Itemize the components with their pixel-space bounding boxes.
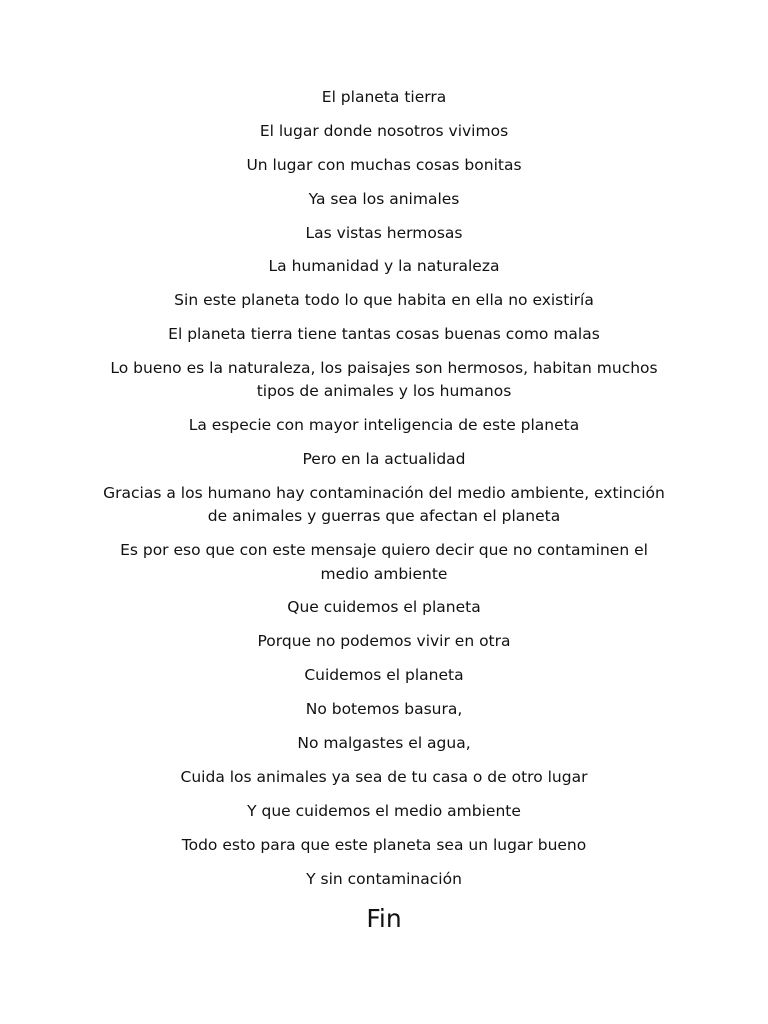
poem-line: Lo bueno es la naturaleza, los paisajes son hermosos, habitan muchos tipos de animales y los humanos bbox=[110, 359, 658, 401]
poem-line: Un lugar con muchas cosas bonitas bbox=[246, 155, 522, 174]
poem-line: La especie con mayor inteligencia de este planeta bbox=[188, 416, 580, 435]
poem-line: Y que cuidemos el medio ambiente bbox=[247, 801, 521, 820]
poem-line: Pero en la actualidad bbox=[302, 450, 466, 469]
poem-line: Y sin contaminación bbox=[306, 869, 462, 888]
poem-line: No malgastes el agua, bbox=[297, 734, 471, 753]
poem-line: Cuidemos el planeta bbox=[304, 666, 464, 685]
poem-line: Ya sea los animales bbox=[308, 189, 460, 208]
poem-line: Sin este planeta todo lo que habita en ella no existiría bbox=[174, 291, 594, 310]
poem-line: El planeta tierra bbox=[321, 88, 447, 106]
poem-line: Cuida los animales ya sea de tu casa o de otro lugar bbox=[180, 767, 588, 786]
poem-line: La humanidad y la naturaleza bbox=[268, 257, 500, 276]
poem-line: Gracias a los humano hay contaminación del medio ambiente, extinción de animales y guerras que afectan el planeta bbox=[103, 484, 665, 526]
poem-line: El lugar donde nosotros vivimos bbox=[259, 121, 509, 140]
poem-line: El planeta tierra tiene tantas cosas buenas como malas bbox=[168, 325, 600, 344]
poem-line: Todo esto para que este planeta sea un lugar bueno bbox=[181, 835, 587, 854]
poem-body bbox=[100, 86, 668, 962]
ending-word: Fin bbox=[366, 904, 402, 934]
poem-line: Las vistas hermosas bbox=[305, 223, 463, 242]
poem-line: Porque no podemos vivir en otra bbox=[257, 632, 511, 651]
poem-line: Es por eso que con este mensaje quiero decir que no contaminen el medio ambiente bbox=[120, 541, 648, 583]
poem-line: No botemos basura, bbox=[305, 700, 463, 719]
poem-line: Que cuidemos el planeta bbox=[287, 598, 481, 617]
